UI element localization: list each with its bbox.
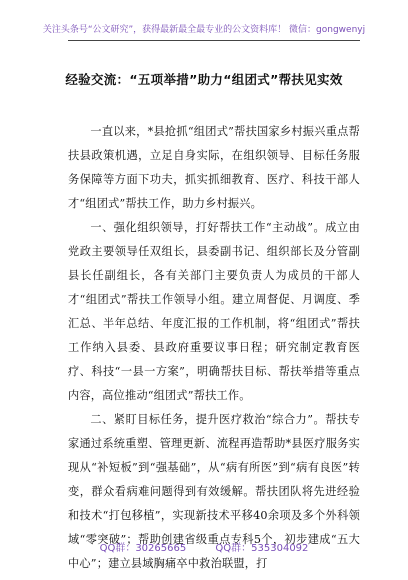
header-banner: 关注头条号“公文研究”，获得最新最全最专业的公文资料库！ 微信：gongwenyj	[42, 25, 366, 35]
paragraph-section-1: 一、强化组织领导，打好帮扶工作“主动战”。成立由党政主要领导任双组长，县委副书记、组织部长及分管副县长任副组长，各有关部门主要负责人为成员的干部人才“组团式”帮扶工作领导小组。建立周督促、月调度、季汇总、半年总结、年度汇报的工作机制，将“组团式”帮扶工作纳入县委、县政府重要议事日程；研究制定教育医疗、科技“一县一方案”，明确帮扶目标、帮扶举措等重点内容，高位推动“组团式”帮扶工作。	[68, 221, 360, 402]
paragraph-section-2: 二、紧盯目标任务，提升医疗救治“综合力”。帮扶专家通过系统重塑、管理更新、流程再造帮助*县医疗服务实现从“补短板”到“强基础”，从“病有所医”到“病有良医”转变，群众看病难问题得到有效缓解。帮扶团队将先进经验和技术“打包移植”，实现新技术平移40余项及多个外科领域“零突破”；帮助创建省级重点专科5个，初步建成“五大中心”；建立县域胸痛卒中救治联盟，打	[68, 413, 360, 570]
footer-qq-group-1: QQ群：30265665	[99, 543, 187, 554]
paragraph-intro: 一直以来，*县抢抓“组团式”帮扶国家乡村振兴重点帮扶县政策机遇，立足自身实际，在组织领导、目标任务服务保障等方面下功夫，抓实抓细教育、医疗、科技干部人才“组团式”帮扶工作，助力乡村振兴。	[68, 125, 360, 210]
footer-contact	[0, 539, 408, 554]
header-divider	[68, 40, 360, 41]
document-title: 经验交流：“五项举措”助力“组团式”帮扶见实效	[65, 72, 343, 87]
document-body	[68, 120, 360, 576]
footer-qq-group-2: QQ群：535304092	[215, 543, 309, 554]
